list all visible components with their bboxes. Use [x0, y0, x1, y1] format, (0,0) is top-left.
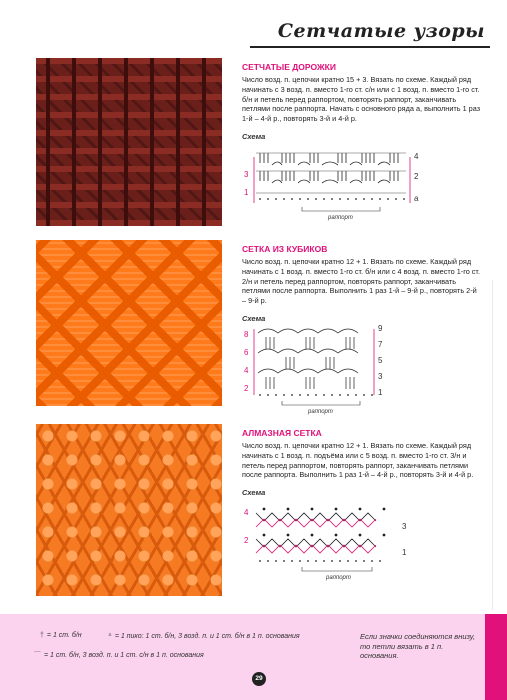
margin-rule	[492, 280, 493, 610]
section-2	[242, 244, 482, 417]
row-label: 1	[378, 387, 383, 397]
legend-item	[34, 650, 204, 660]
crochet-diagram-2	[242, 325, 482, 417]
legend-note: Если значки соединяются внизу, то петли вязать в 1 п. основания.	[360, 632, 476, 660]
row-label: 3	[244, 169, 249, 179]
row-label: 9	[378, 324, 383, 333]
crochet-diagram-1	[242, 143, 482, 223]
row-label: 4	[244, 508, 249, 518]
section-1	[242, 62, 482, 223]
page-title: Сетчатые узоры	[277, 20, 485, 42]
row-label: 7	[378, 339, 383, 349]
section-text: Число возд. п. цепочки кратно 12 + 1. Вязать по схеме. Каждый ряд начинать с 1 возд. п. вместо 1-го ст. б/н или с 4 возд. п. вместо 1-го ст. 2/н и петель перед раппортом, повторять раппорт, заканчивать петлями после раппорта. Выполнить 1 раз 1-й – 9-й р., повторять 2-й – 9-й р.	[242, 257, 480, 306]
single-crochet-symbol: †	[40, 632, 44, 639]
header-divider	[250, 46, 490, 48]
row-label: 3	[378, 371, 383, 381]
row-label: 4	[244, 365, 249, 375]
section-text: Число возд. п. цепочки кратно 12 + 1. Вязать по схеме. Каждый ряд начинать с 1 возд. п. подъёма или с 5 возд. п. вместо 1-го ст. 3/н и петель перед раппортом, повторять раппорт, заканчивать петлями после раппорта. Выполнить 1 раз 1-й – 4-й р., повторять 3-й и 4-й р.	[242, 441, 474, 480]
picot-symbol: ᐞ	[108, 633, 112, 640]
rapport-label: раппорт	[308, 408, 333, 415]
section-3	[242, 428, 482, 583]
swatch-photo-1	[36, 58, 222, 226]
schema-label: Схема	[242, 313, 266, 323]
page-tab	[485, 614, 507, 700]
row-label: 6	[244, 347, 249, 357]
schema-label: Схема	[242, 488, 266, 498]
legend-item	[40, 632, 82, 639]
row-label: 3	[402, 522, 407, 532]
rapport-label: раппорт	[326, 575, 351, 582]
schema-label: Схема	[242, 131, 266, 141]
row-label: 2	[414, 171, 419, 181]
section-title: СЕТЧАТЫЕ ДОРОЖКИ	[242, 62, 336, 72]
row-label: 4	[414, 151, 419, 161]
legend-text: = 1 пико: 1 ст. б/н, 3 возд. п. и 1 ст. б/н в 1 п. основания	[114, 633, 300, 640]
row-label: а	[414, 193, 419, 203]
crochet-diagram-3	[242, 499, 482, 583]
row-label: 5	[378, 355, 383, 365]
legend-text: = 1 ст. б/н, 3 возд. п. и 1 ст. с/н в 1 п. основания	[44, 652, 204, 659]
rapport-label: раппорт	[328, 214, 353, 221]
legend-text: = 1 ст. б/н	[46, 632, 82, 639]
row-label: 2	[244, 536, 249, 546]
page-number: 29	[252, 672, 266, 686]
section-text: Число возд. п. цепочки кратно 15 + 3. Вязать по схеме. Каждый ряд начинать с 3 возд. п. вместо 1-го ст. с/н или с 1 возд. п. вместо 1-го ст. б/н и петель перед раппортом, повторять раппорт, заканчивать петлями после раппорта. Начать с основного ряда а, выполнить 1 раз 1-й – 4-й р., повторять 3-й и 4-й р.	[242, 75, 481, 124]
swatch-photo-3	[36, 424, 222, 596]
row-label: 1	[402, 548, 407, 558]
swatch-photo-2	[36, 240, 222, 406]
section-title: СЕТКА ИЗ КУБИКОВ	[242, 244, 328, 254]
section-title: АЛМАЗНАЯ СЕТКА	[242, 428, 322, 438]
chain-arc-symbol: ⌒	[34, 652, 41, 659]
row-label: 2	[244, 383, 249, 393]
row-label: 1	[244, 187, 249, 197]
row-label: 8	[244, 329, 249, 339]
legend-item	[108, 632, 300, 640]
